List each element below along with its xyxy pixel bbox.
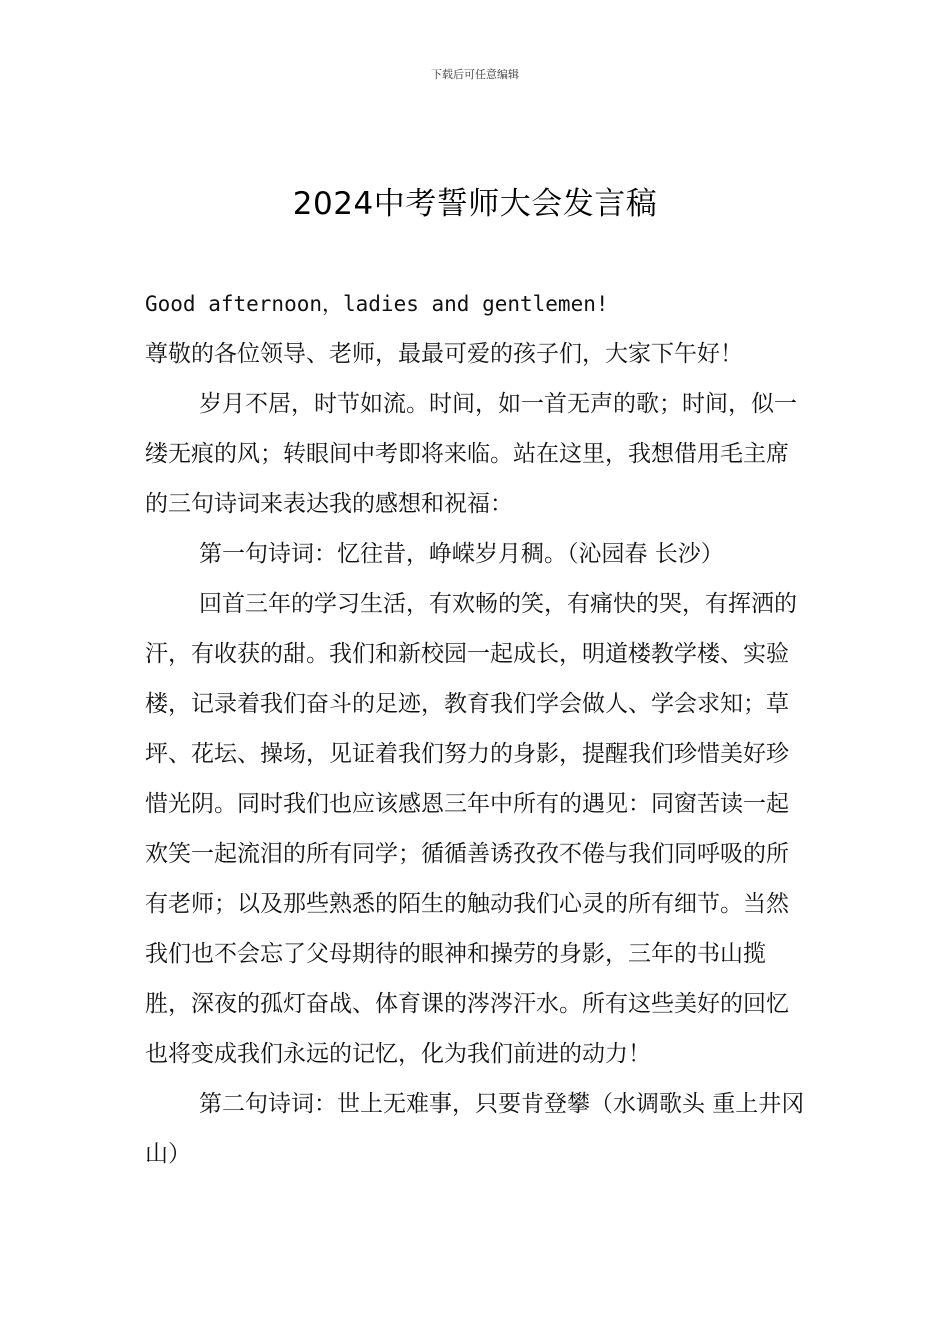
paragraph-second-poem: 第二句诗词：世上无难事，只要肯登攀（水调歌头 重上井冈山）: [145, 1091, 805, 1167]
greeting-chinese: 尊敬的各位领导、老师，最最可爱的孩子们，大家下午好！: [145, 341, 743, 367]
document-body: [145, 279, 810, 1179]
document-title: 2024中考誓师大会发言稿: [292, 186, 658, 222]
paragraph-reflection: 回首三年的学习生活，有欢畅的笑，有痛快的哭，有挥洒的汗，有收获的甜。我们和新校园一起成长，明道楼教学楼、实验楼，记录着我们奋斗的足迹，教育我们学会做人、学会求知；草坪、花坛、操场，见证着我们努力的身影，提醒我们珍惜美好珍惜光阴。同时我们也应该感恩三年中所有的遇见：同窗苦读一起欢笑一起流泪的所有同学；循循善诱孜孜不倦与我们同呼吸的所有老师；以及那些熟悉的陌生的触动我们心灵的所有细节。当然我们也不会忘了父母期待的眼神和操劳的身影，三年的书山揽胜，深夜的孤灯奋战、体育课的涔涔汗水。所有这些美好的回忆也将变成我们永远的记忆，化为我们前进的动力！: [145, 591, 797, 1067]
greeting-english: Good afternoon，ladies and gentlemen!: [145, 292, 609, 316]
paragraph-intro: 岁月不居，时节如流。时间，如一首无声的歌；时间，似一缕无痕的风；转眼间中考即将来临。站在这里，我想借用毛主席的三句诗词来表达我的感想和祝福：: [145, 391, 797, 517]
paragraph-first-poem: 第一句诗词：忆往昔，峥嵘岁月稠。（沁园春 长沙）: [199, 541, 724, 567]
header-note: 下载后可任意编辑: [431, 68, 519, 81]
